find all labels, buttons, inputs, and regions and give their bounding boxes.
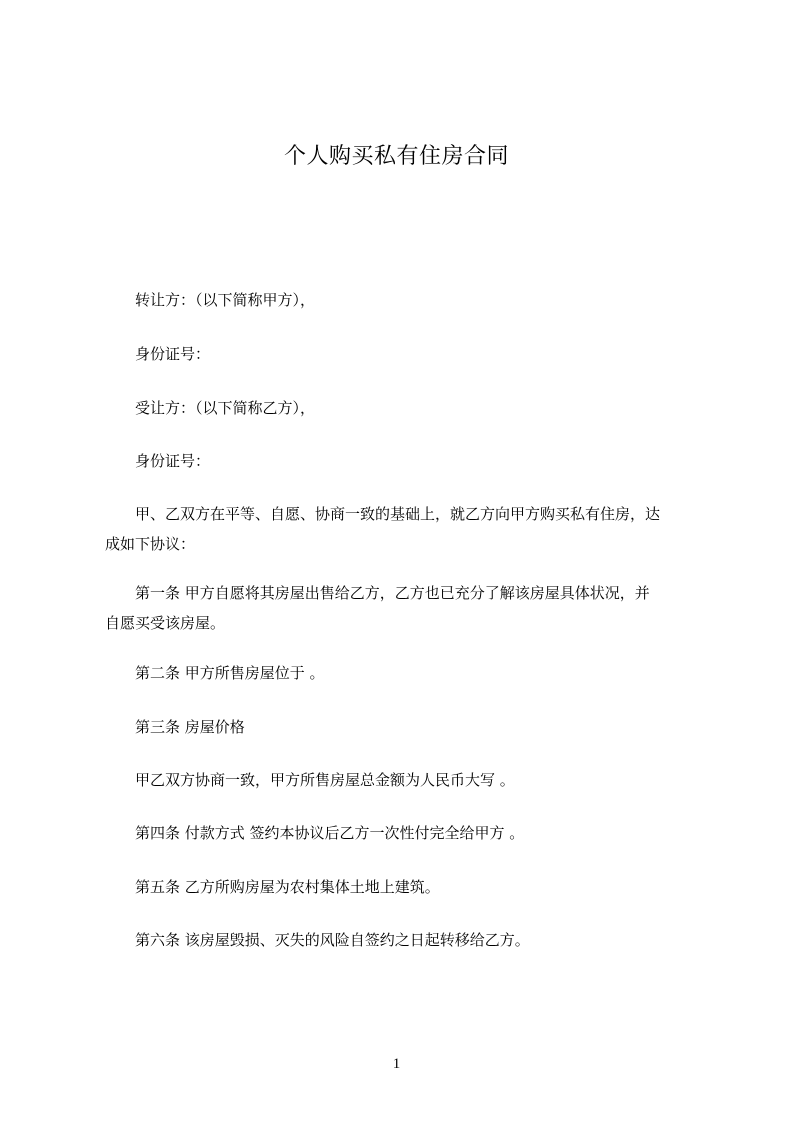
paragraph-article-3-price: 甲乙双方协商一致，甲方所售房屋总金额为人民币大写 。 bbox=[135, 771, 515, 789]
document-title: 个人购买私有住房合同 bbox=[283, 144, 509, 169]
paragraph-transferee-id: 身份证号： bbox=[135, 452, 211, 470]
paragraph-preamble: 甲、乙双方在平等、自愿、协商一致的基础上，就乙方向甲方购买私有住房，达 成如下协议： bbox=[105, 505, 661, 553]
paragraph-article-6: 第六条 该房屋毁损、灭失的风险自签约之日起转移给乙方。 bbox=[135, 931, 530, 949]
paragraph-transferor: 转让方：（以下简称甲方）， bbox=[135, 291, 316, 309]
paragraph-article-2: 第二条 甲方所售房屋位于 。 bbox=[135, 664, 325, 682]
paragraph-article-5: 第五条 乙方所购房屋为农村集体土地上建筑。 bbox=[135, 878, 440, 896]
paragraph-transferee: 受让方：（以下简称乙方）， bbox=[135, 399, 316, 417]
paragraph-article-4: 第四条 付款方式 签约本协议后乙方一次性付完全给甲方 。 bbox=[135, 824, 525, 842]
paragraph-article-1: 第一条 甲方自愿将其房屋出售给乙方，乙方也已充分了解该房屋具体状况，并 自愿买受该房屋。 bbox=[105, 584, 650, 632]
page-number: 1 bbox=[392, 1056, 401, 1072]
paragraph-transferor-id: 身份证号： bbox=[135, 345, 211, 363]
paragraph-article-3: 第三条 房屋价格 bbox=[135, 718, 245, 736]
